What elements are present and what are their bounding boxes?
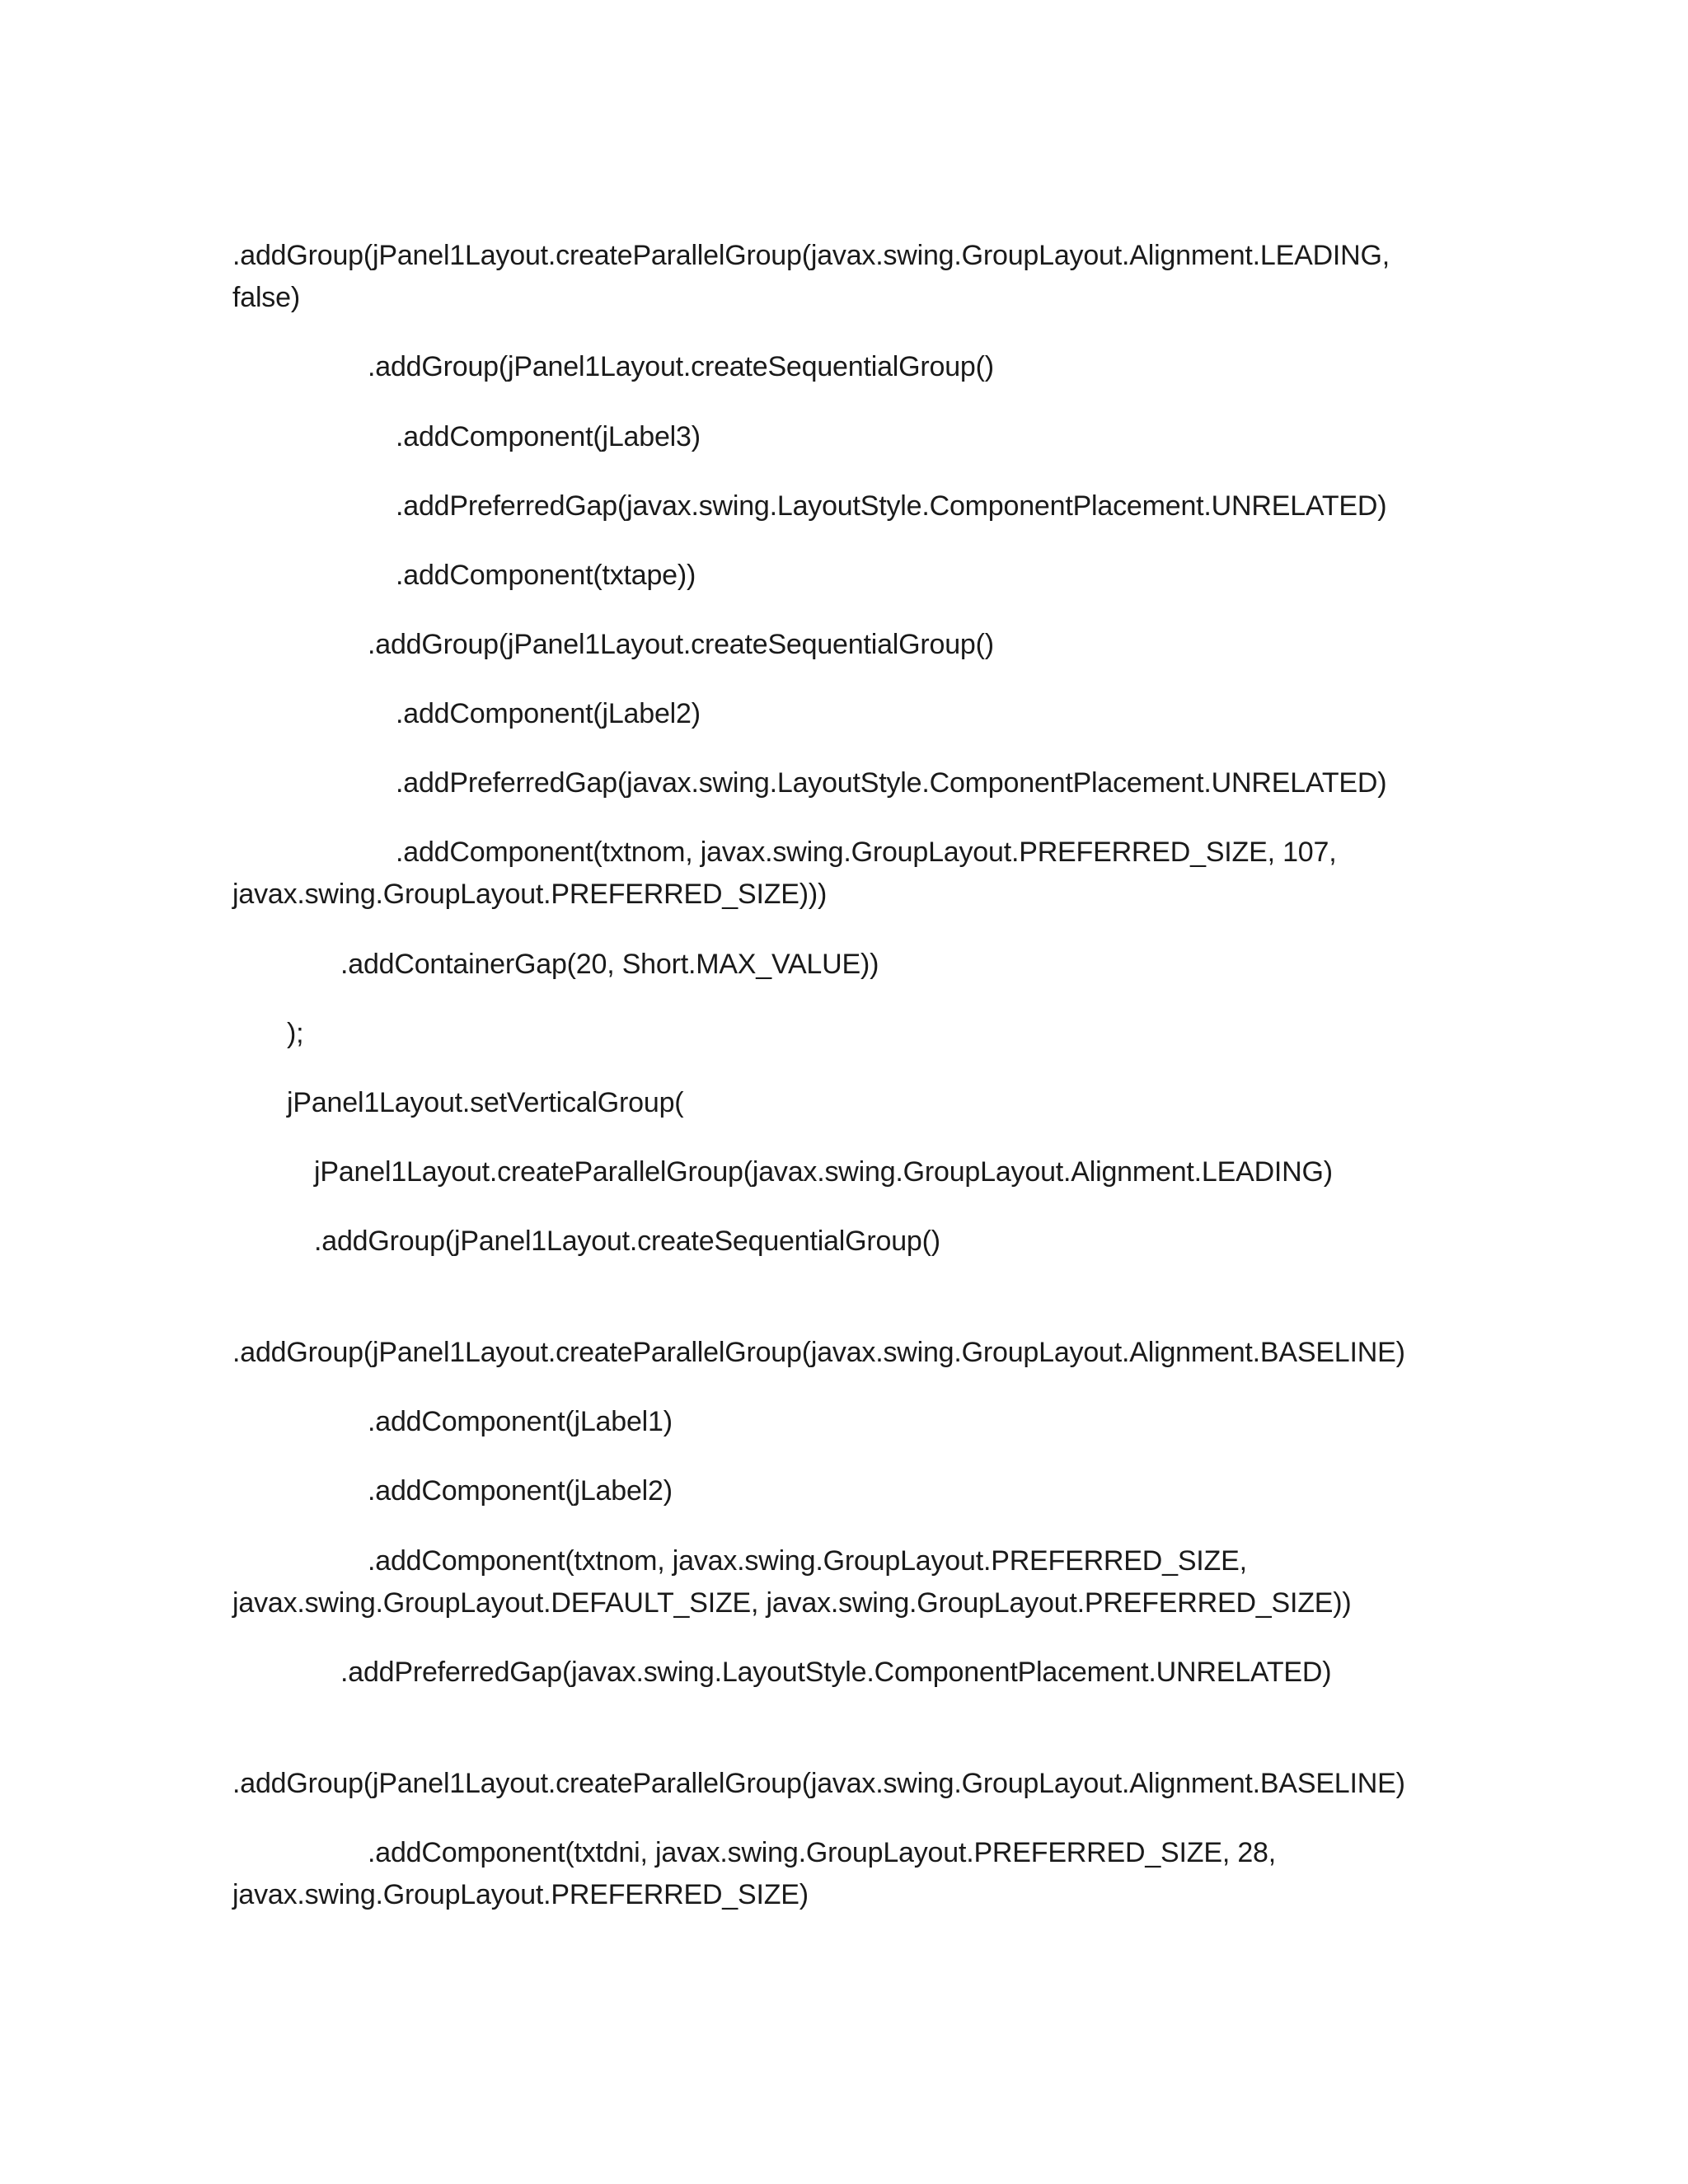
code-line: jPanel1Layout.createParallelGroup(javax.swing.GroupLayout.Alignment.LEADING) (314, 1156, 1333, 1188)
code-line: .addPreferredGap(javax.swing.LayoutStyle.ComponentPlacement.UNRELATED) (396, 490, 1387, 522)
code-line: ); (287, 1018, 304, 1049)
code-line: .addComponent(jLabel1) (368, 1406, 673, 1437)
code-line: .addComponent(txtdni, javax.swing.GroupLayout.PREFERRED_SIZE, 28, (368, 1837, 1276, 1868)
code-line: .addComponent(jLabel2) (368, 1475, 673, 1507)
code-line: .addGroup(jPanel1Layout.createSequentialGroup() (368, 351, 994, 382)
code-line: .addGroup(jPanel1Layout.createParallelGroup(javax.swing.GroupLayout.Alignment.BASELINE) (232, 1337, 1405, 1368)
code-line: jPanel1Layout.setVerticalGroup( (287, 1087, 684, 1118)
code-line: .addContainerGap(20, Short.MAX_VALUE)) (340, 949, 879, 980)
code-line: .addGroup(jPanel1Layout.createParallelGroup(javax.swing.GroupLayout.Alignment.BASELINE) (232, 1768, 1405, 1799)
code-line: .addComponent(jLabel3) (396, 421, 701, 452)
code-line: .addComponent(jLabel2) (396, 698, 701, 729)
code-line: false) (232, 282, 300, 313)
code-line: .addGroup(jPanel1Layout.createSequentialGroup() (368, 629, 994, 660)
code-line: .addPreferredGap(javax.swing.LayoutStyle.ComponentPlacement.UNRELATED) (340, 1657, 1332, 1688)
code-line: .addPreferredGap(javax.swing.LayoutStyle.ComponentPlacement.UNRELATED) (396, 767, 1387, 799)
code-line: javax.swing.GroupLayout.DEFAULT_SIZE, javax.swing.GroupLayout.PREFERRED_SIZE)) (232, 1587, 1352, 1619)
code-line: .addGroup(jPanel1Layout.createParallelGroup(javax.swing.GroupLayout.Alignment.LEADING, (232, 240, 1390, 271)
code-line: javax.swing.GroupLayout.PREFERRED_SIZE) (232, 1879, 809, 1910)
code-line: .addComponent(txtnom, javax.swing.GroupLayout.PREFERRED_SIZE, (368, 1545, 1247, 1577)
code-line: .addGroup(jPanel1Layout.createSequentialGroup() (314, 1226, 940, 1257)
code-line: javax.swing.GroupLayout.PREFERRED_SIZE))) (232, 879, 828, 910)
code-line: .addComponent(txtape)) (396, 560, 696, 591)
code-line: .addComponent(txtnom, javax.swing.GroupLayout.PREFERRED_SIZE, 107, (396, 837, 1337, 868)
